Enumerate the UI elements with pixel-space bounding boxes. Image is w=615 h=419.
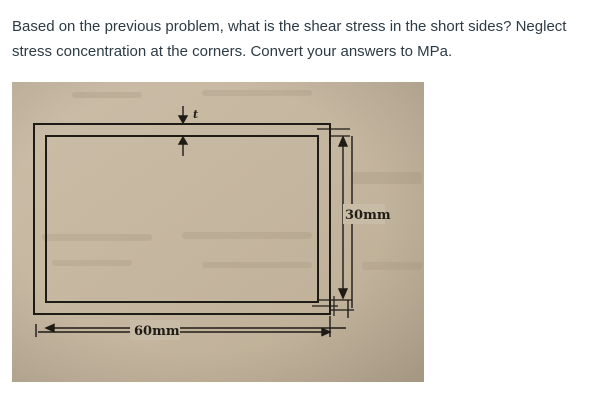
photo-vignette bbox=[12, 82, 424, 382]
tube-cross-section-figure bbox=[12, 82, 424, 382]
cross-section-drawing bbox=[12, 82, 424, 382]
question-text: Based on the previous problem, what is the shear stress in the short sides? Neglect stress concentration at the corners. Convert your answers to MPa. bbox=[12, 18, 567, 60]
